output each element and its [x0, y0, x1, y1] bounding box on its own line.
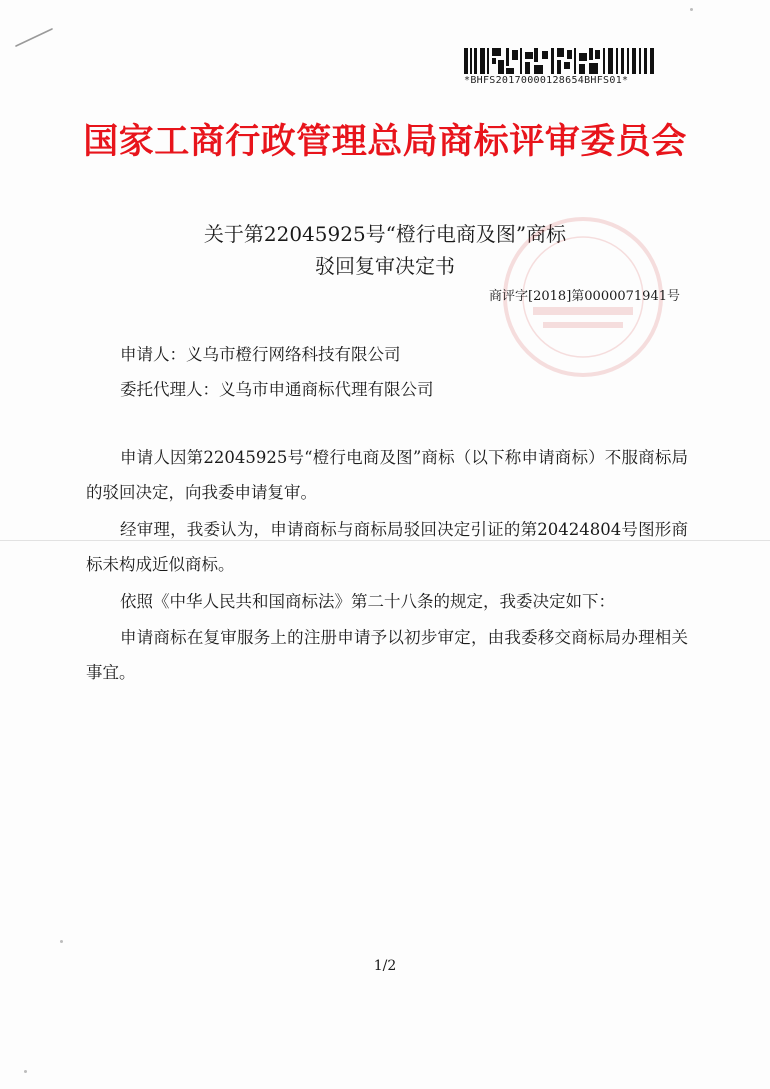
agent-line: 委托代理人：义乌市申通商标代理有限公司: [120, 380, 434, 399]
pen-stroke-mark: [14, 26, 54, 48]
barcode-block: [464, 48, 669, 86]
document-number: 商评字[2018]第0000071941号: [489, 289, 680, 304]
scan-speck: [60, 940, 63, 943]
paragraph-text: 经审理，我委认为，申请商标与商标局驳回决定引证的第20424804号图形商标未构成近似商标。: [86, 520, 688, 574]
paragraph-text: 申请商标在复审服务上的注册申请予以初步审定，由我委移交商标局办理相关事宜。: [86, 628, 688, 682]
body-paragraph-3: [86, 584, 688, 619]
issuer-heading: 国家工商行政管理总局商标评审委员会: [83, 122, 687, 162]
body-paragraph-4: [86, 620, 688, 690]
scan-speck: [690, 8, 693, 11]
document-title-line-1: 关于第22045925号“橙行电商及图”商标: [203, 222, 567, 246]
document-title-line-2: 驳回复审决定书: [315, 254, 455, 278]
applicant-line: 申请人：义乌市橙行网络科技有限公司: [120, 345, 401, 364]
paragraph-text: 依照《中华人民共和国商标法》第二十八条的规定，我委决定如下：: [120, 592, 615, 611]
barcode-icon: [464, 48, 654, 74]
scan-speck: [24, 1070, 27, 1073]
body-paragraph-1: [86, 440, 688, 510]
barcode-code-text: *BHFS20170000128654BHFS01*: [464, 75, 629, 86]
page-number: 1/2: [373, 958, 397, 974]
body-paragraph-2: [86, 512, 688, 582]
paragraph-text: 申请人因第22045925号“橙行电商及图”商标（以下称申请商标）不服商标局的驳回决定，向我委申请复审。: [86, 448, 688, 502]
